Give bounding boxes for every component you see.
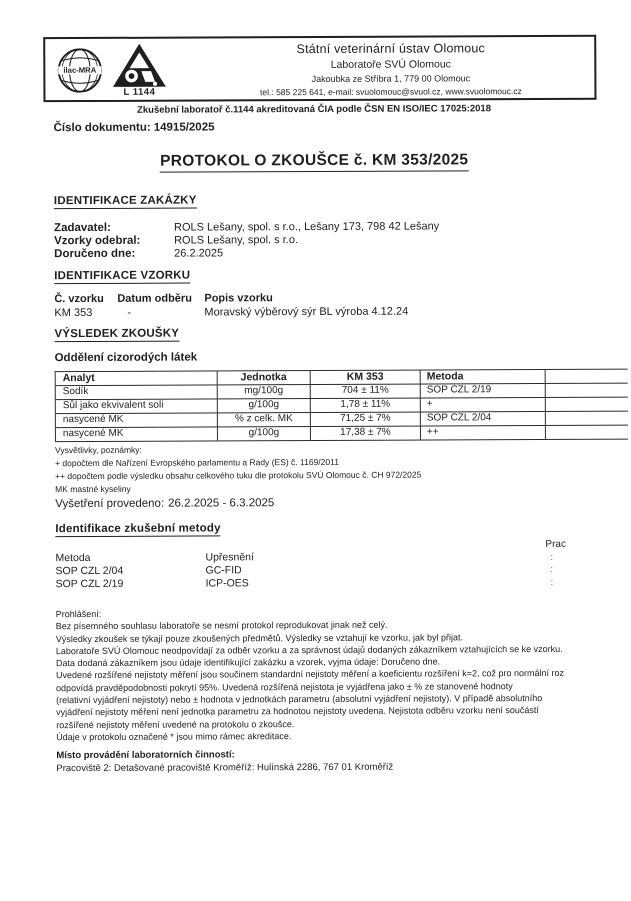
cell-result: 17,38 ± 7% (310, 427, 420, 440)
ilac-mra-logo-icon (56, 47, 103, 94)
declaration-block (56, 606, 631, 744)
method-code: SOP CZL 2/19 (55, 577, 124, 591)
header-spacer (545, 370, 628, 383)
declaration-line: Bez písemného souhlasu laboratoře se nesmí protokol reprodukovat jinak než celý. (55, 619, 388, 632)
method-detail: ICP-OES (205, 577, 249, 590)
section-results: VÝSLEDEK ZKOUŠKY (54, 327, 180, 341)
field-value: ROLS Lešany, spol. s r.o. (174, 234, 299, 247)
examination-period: 26.2.2025 - 6.3.2025 (168, 497, 275, 510)
lab-activity-location-label: Místo provádění laboratorních činností: (56, 749, 235, 762)
header-method: Metoda (420, 370, 545, 384)
table-row (55, 411, 628, 428)
cell-result: 1,78 ± 11% (310, 399, 420, 412)
section-sample-identification: IDENTIFIKACE VZORKU (54, 269, 191, 283)
title-row (0, 151, 630, 174)
field-value: 26.2.2025 (174, 247, 224, 261)
results-table-header-row (55, 369, 628, 386)
declaration-line: odpovídá pravděpodobnosti pokrytí 95%. Uvedená rozšířená nejistota je vyjádřena jako ± % ze stanovené hodnoty (56, 680, 513, 693)
accreditation-lab-number: L 1144 (123, 86, 156, 98)
notes-title: Vysvětlivky, poznámky: (54, 444, 142, 456)
cell-spacer (545, 384, 628, 397)
field-row (54, 247, 439, 262)
document-number-row (54, 121, 215, 134)
cia-accreditation-logo-icon (111, 43, 167, 88)
declaration-line: Data dodaná zákazníkem jsou údaje identifikující zakázku a vzorek, vyjma údaje: Doručeno dne. (55, 656, 441, 669)
cell-unit: g/100g (217, 427, 310, 440)
cell-spacer (545, 412, 628, 425)
truncated-column-colons: : : : (550, 551, 554, 587)
accreditation-statement: Zkušební laboratoř č.1144 akreditovaná ČIA podle ČSN EN ISO/IEC 17025:2018 (137, 103, 491, 116)
cell-analyte: nasycené MK (55, 427, 217, 441)
header-sample: KM 353 (310, 371, 420, 384)
letterhead-box (43, 35, 596, 102)
field-value: ROLS Lešany, spol. s r.o., Lešany 173, 798 42 Lešany (174, 220, 440, 234)
cell-spacer (545, 426, 628, 439)
methods-table (55, 551, 254, 591)
declaration-line: Laboratoře SVÚ Olomouc neodpovídají za odběr vzorku a za správnost údajů dodaných zákazníkem vztahujících se ke vzorku. (55, 643, 563, 657)
cell-analyte: Sodík (55, 385, 217, 399)
institution-address: Jakoubka ze Stříbra 1, 779 00 Olomouc (311, 73, 471, 84)
methods-row (55, 564, 254, 578)
table-row (55, 383, 628, 400)
col-description: Popis vzorku (204, 292, 273, 305)
cell-method: ++ (420, 426, 545, 440)
note-line: + dopočtem dle Nařízení Evropského parlamentu a Rady (ES) č. 1169/2011 (55, 456, 339, 469)
cell-analyte: nasycené MK (55, 413, 217, 427)
document-number-label: Číslo dokumentu: (53, 121, 151, 135)
declaration-line: Výsledky zkoušek se týkají pouze zkoušených předmětů. Výsledky se vztahují ke vzorku, jak byl přijat. (55, 631, 464, 644)
department-name: Oddělení cizorodých látek (54, 351, 198, 365)
col-detail: Upřesnění (205, 551, 254, 564)
examination-period-row (55, 497, 274, 510)
cell-unit: mg/100g (217, 385, 310, 398)
col-sampling-date: Datum odběru (117, 292, 192, 305)
cell-result: 71,25 ± 7% (310, 413, 420, 426)
col-method: Metoda (55, 551, 91, 565)
institution-contact: tel.: 585 225 641, e-mail: svuolomouc@svuol.cz, www.svuolomouc.cz (259, 86, 522, 98)
field-label: Doručeno dne: (54, 248, 136, 261)
section-order-identification: IDENTIFIKACE ZAKÁZKY (53, 194, 197, 208)
sample-no: KM 353 (54, 306, 93, 320)
table-row (55, 425, 628, 442)
declaration-line: Údaje v protokolu označené * jsou mimo rámec akreditace. (56, 731, 292, 743)
laboratory-name: Laboratoře SVÚ Olomouc (330, 58, 451, 71)
field-label: Zadavatel: (54, 221, 111, 235)
table-notes (55, 443, 421, 497)
institution-name: Státní veterinární ústav Olomouc (296, 41, 485, 57)
cell-result: 704 ± 11% (310, 385, 420, 398)
col-sample-no: Č. vzorku (54, 292, 104, 306)
section-methods: Identifikace zkušební metody (55, 522, 221, 536)
truncated-column-header: Prac (545, 538, 567, 550)
declaration-title: Prohlášení: (55, 608, 102, 620)
method-detail: GC-FID (205, 564, 242, 577)
methods-header-row (55, 551, 254, 565)
declaration-line: vyjádření nejistoty měření není jednotka parametru za hodnotou nejistoty uvedena. Nejistota odběru vzorku není součástí (56, 705, 539, 718)
header-unit: Jednotka (217, 371, 310, 384)
cell-method: SOP CZL 2/04 (420, 412, 545, 426)
cell-method: + (420, 398, 545, 412)
results-table (55, 369, 628, 442)
table-row (55, 397, 628, 414)
lab-activity-location-value: Pracoviště 2: Detašované pracoviště Kroměříž: Hulínská 2286, 767 01 Kroměříž (56, 761, 394, 775)
letterhead-text (193, 41, 588, 98)
page-title: PROTOKOL O ZKOUŠCE č. KM 353/2025 (160, 151, 468, 172)
cell-method: SOP CZL 2/19 (420, 384, 545, 398)
field-label: Vzorky odebral: (54, 234, 141, 248)
declaration-line: (relativní vyjádření nejistoty) nebo ± hodnota v jednotkách parametru (absolutní vyjádření nejistoty). V případě absolutního (56, 693, 543, 706)
declaration-line: Uvedené rozšířené nejistoty měření jsou součinem standardní nejistoty měření a koeficientu rozšíření k=2, což pro normální roz (55, 668, 564, 681)
cell-unit: % z celk. MK (217, 413, 310, 426)
methods-row (56, 577, 255, 591)
examination-label: Vyšetření provedeno: (55, 497, 165, 511)
document-number-value: 14915/2025 (153, 121, 215, 134)
method-code: SOP CZL 2/04 (55, 564, 124, 578)
note-line: ++ dopočtem podle výsledku obsahu celkového tuku dle protokolu SVÚ Olomouc č. CH 972/2025 (55, 469, 422, 482)
svg-text:ilac-MRA: ilac-MRA (63, 65, 97, 75)
sample-description: Moravský výběrový sýr BL výroba 4.12.24 (204, 305, 409, 319)
note-line: MK mastné kyseliny (55, 483, 131, 495)
cell-spacer (545, 398, 628, 411)
field-row (54, 220, 439, 235)
declaration-line: rozšířené nejistoty měření uvedené na protokolu o zkoušce. (56, 718, 295, 730)
header-analyte: Analyt (55, 371, 217, 385)
order-fields (54, 220, 439, 261)
cell-analyte: Sůl jako ekvivalent soli (55, 399, 217, 413)
cell-unit: g/100g (217, 399, 310, 412)
sampling-date: - (127, 306, 132, 319)
